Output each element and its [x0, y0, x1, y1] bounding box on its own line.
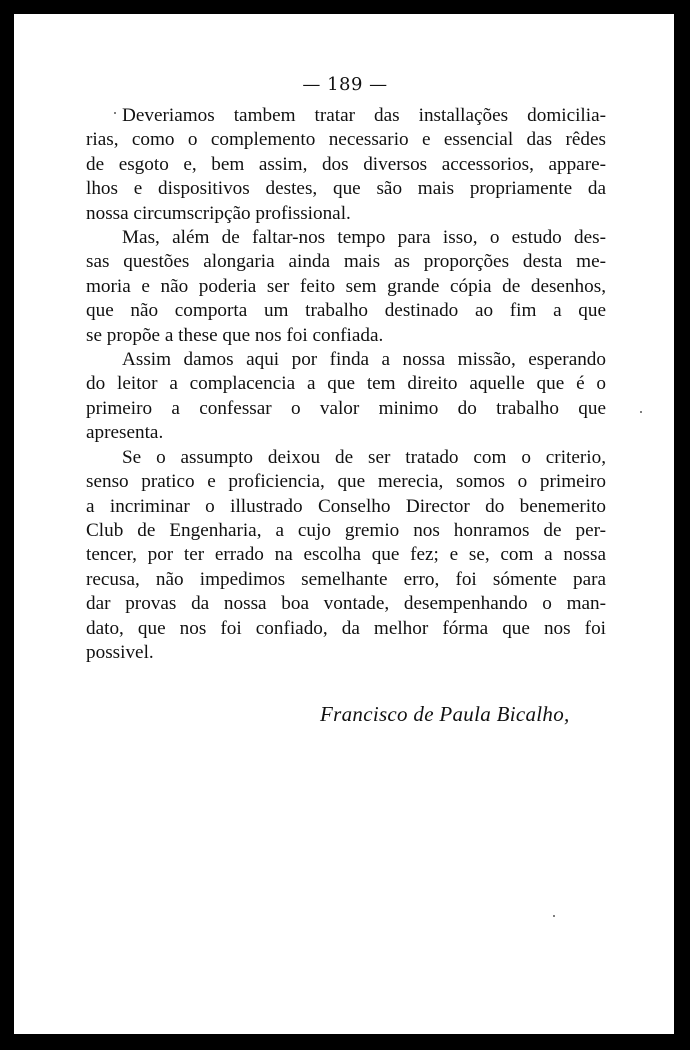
paragraph-1 [86, 104, 606, 226]
text-line: Deveriamos tambem tratar das installações domicilia- [122, 105, 606, 126]
text-line: Assim damos aqui por finda a nossa missão, esperando [122, 349, 606, 371]
text-line: rias, como o complemento necessario e essencial das rêdes [86, 129, 606, 151]
text-line: primeiro a confessar o valor minimo do trabalho que [86, 397, 606, 419]
paragraph-4 [86, 446, 606, 666]
text-line: apresenta. [86, 422, 164, 444]
text-line: que não comporta um trabalho destinado ao fim a que [86, 300, 606, 322]
text-line: se propõe a these que nos foi confiada. [86, 324, 384, 346]
text-line: do leitor a complacencia a que tem direito aquelle que é o [86, 373, 606, 395]
paper-speck [114, 112, 116, 114]
text-line: de esgoto e, bem assim, dos diversos accessorios, appare- [86, 153, 606, 175]
text-line: Se o assumpto deixou de ser tratado com o criterio, [122, 446, 606, 468]
text-line: lhos e dispositivos destes, que são mais propriamente da [86, 178, 606, 200]
text-line: sas questões alongaria ainda mais as proporções desta me- [86, 251, 606, 273]
paragraph-2 [86, 226, 606, 348]
paper-speck [553, 915, 555, 917]
document-page [14, 14, 674, 1034]
text-line: dar provas da nossa boa vontade, desempenhando o man- [86, 593, 606, 615]
paragraph-3 [86, 348, 606, 446]
body-text [86, 104, 606, 665]
text-line: recusa, não impedimos semelhante erro, foi sómente para [86, 568, 606, 590]
paper-speck [640, 411, 642, 413]
text-line: Mas, além de faltar-nos tempo para isso, o estudo des- [122, 227, 606, 249]
text-line: possivel. [86, 641, 154, 663]
text-line: senso pratico e proficiencia, que merecia, somos o primeiro [86, 471, 606, 493]
text-line: Club de Engenharia, a cujo gremio nos honramos de per- [86, 519, 606, 541]
author-signature: Francisco de Paula Bicalho, [320, 702, 570, 726]
text-line: a incriminar o illustrado Conselho Director do benemerito [86, 495, 606, 517]
text-line: nossa circumscripção profissional. [86, 202, 351, 224]
text-line: dato, que nos foi confiado, da melhor fórma que nos foi [86, 617, 606, 639]
page-number: — 189 — [302, 74, 388, 95]
text-line: moria e não poderia ser feito sem grande cópia de desenhos, [86, 275, 606, 297]
text-line: tencer, por ter errado na escolha que fez; e se, com a nossa [86, 544, 606, 566]
